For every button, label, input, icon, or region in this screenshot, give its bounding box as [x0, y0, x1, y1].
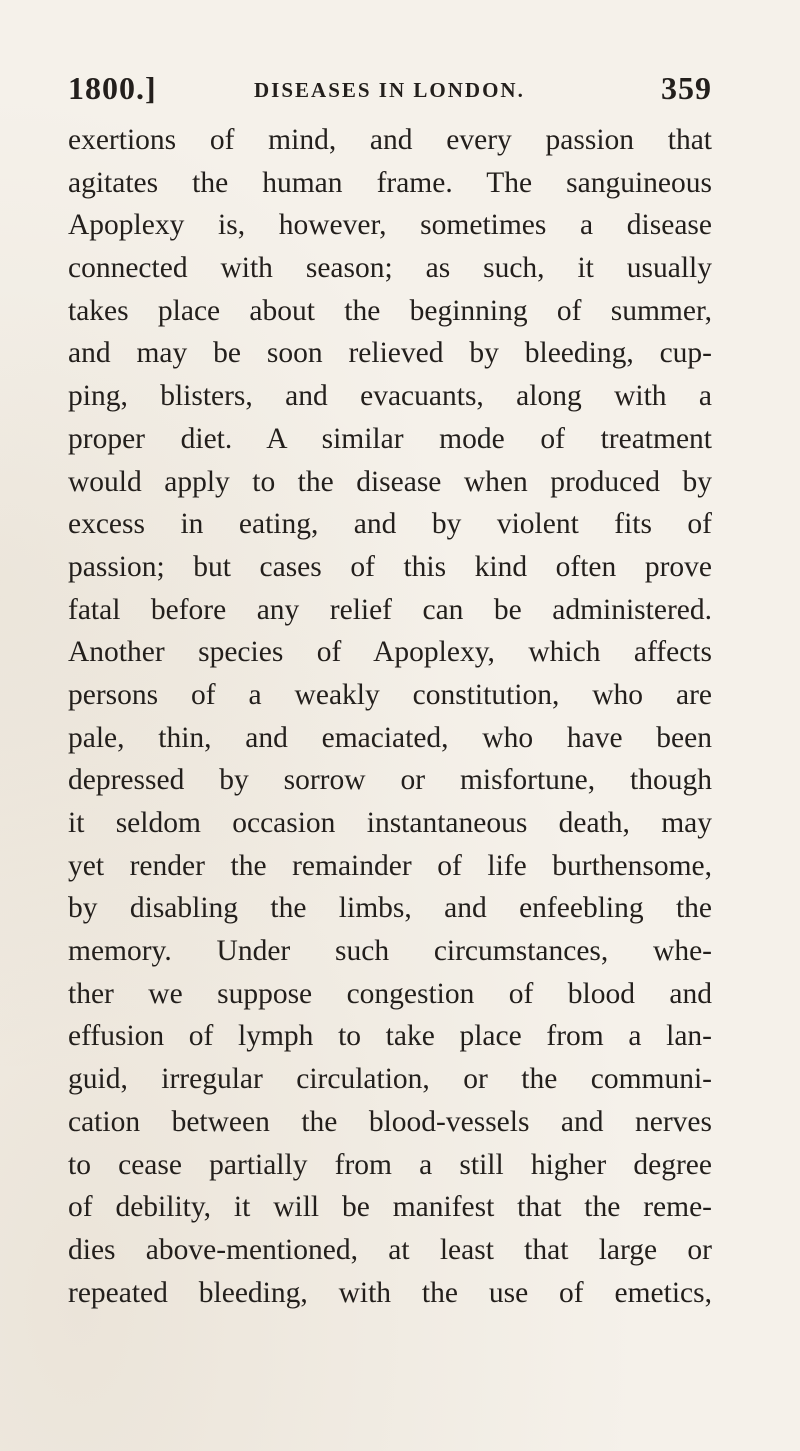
text-line: effusion of lymph to take place from a lan-	[68, 1020, 712, 1053]
header-year: 1800.]	[68, 70, 157, 106]
text-line: depressed by sorrow or misfortune, though	[68, 764, 712, 797]
body-text	[68, 119, 712, 1314]
header-title: DISEASES IN LONDON.	[254, 78, 525, 102]
text-line: would apply to the disease when produced by	[68, 465, 712, 498]
text-line: cation between the blood-vessels and nerves	[68, 1105, 712, 1138]
text-line: pale, thin, and emaciated, who have been	[68, 721, 712, 754]
text-line: proper diet. A similar mode of treatment	[68, 422, 712, 455]
text-line: exertions of mind, and every passion that	[68, 124, 712, 156]
text-line: yet render the remainder of life burthensome,	[68, 849, 712, 882]
text-line: takes place about the beginning of summer,	[68, 294, 712, 327]
text-line: memory. Under such circumstances, whe-	[68, 935, 712, 968]
text-line: excess in eating, and by violent fits of	[68, 508, 712, 541]
text-line: passion; but cases of this kind often prove	[68, 550, 712, 583]
text-line: dies above-mentioned, at least that large or	[68, 1233, 712, 1266]
text-line: persons of a weakly constitution, who are	[68, 678, 712, 711]
text-line: ther we suppose congestion of blood and	[68, 977, 712, 1010]
text-line: it seldom occasion instantaneous death, may	[68, 807, 712, 839]
text-line: fatal before any relief can be administered.	[68, 593, 712, 626]
text-line: of debility, it will be manifest that the reme-	[68, 1191, 712, 1224]
text-line: guid, irregular circulation, or the communi-	[68, 1063, 712, 1096]
text-line: connected with season; as such, it usually	[68, 252, 712, 285]
text-line: repeated bleeding, with the use of emetics,	[68, 1276, 712, 1309]
text-line: Apoplexy is, however, sometimes a disease	[68, 209, 712, 242]
text-line: by disabling the limbs, and enfeebling the	[68, 892, 712, 925]
text-line: Another species of Apoplexy, which affects	[68, 636, 712, 669]
text-line: agitates the human frame. The sanguineous	[68, 166, 712, 199]
page-number: 359	[661, 70, 712, 106]
text-line: ping, blisters, and evacuants, along with a	[68, 380, 712, 413]
text-line: to cease partially from a still higher degree	[68, 1148, 712, 1181]
running-header	[68, 70, 712, 114]
text-line: and may be soon relieved by bleeding, cup-	[68, 337, 712, 370]
